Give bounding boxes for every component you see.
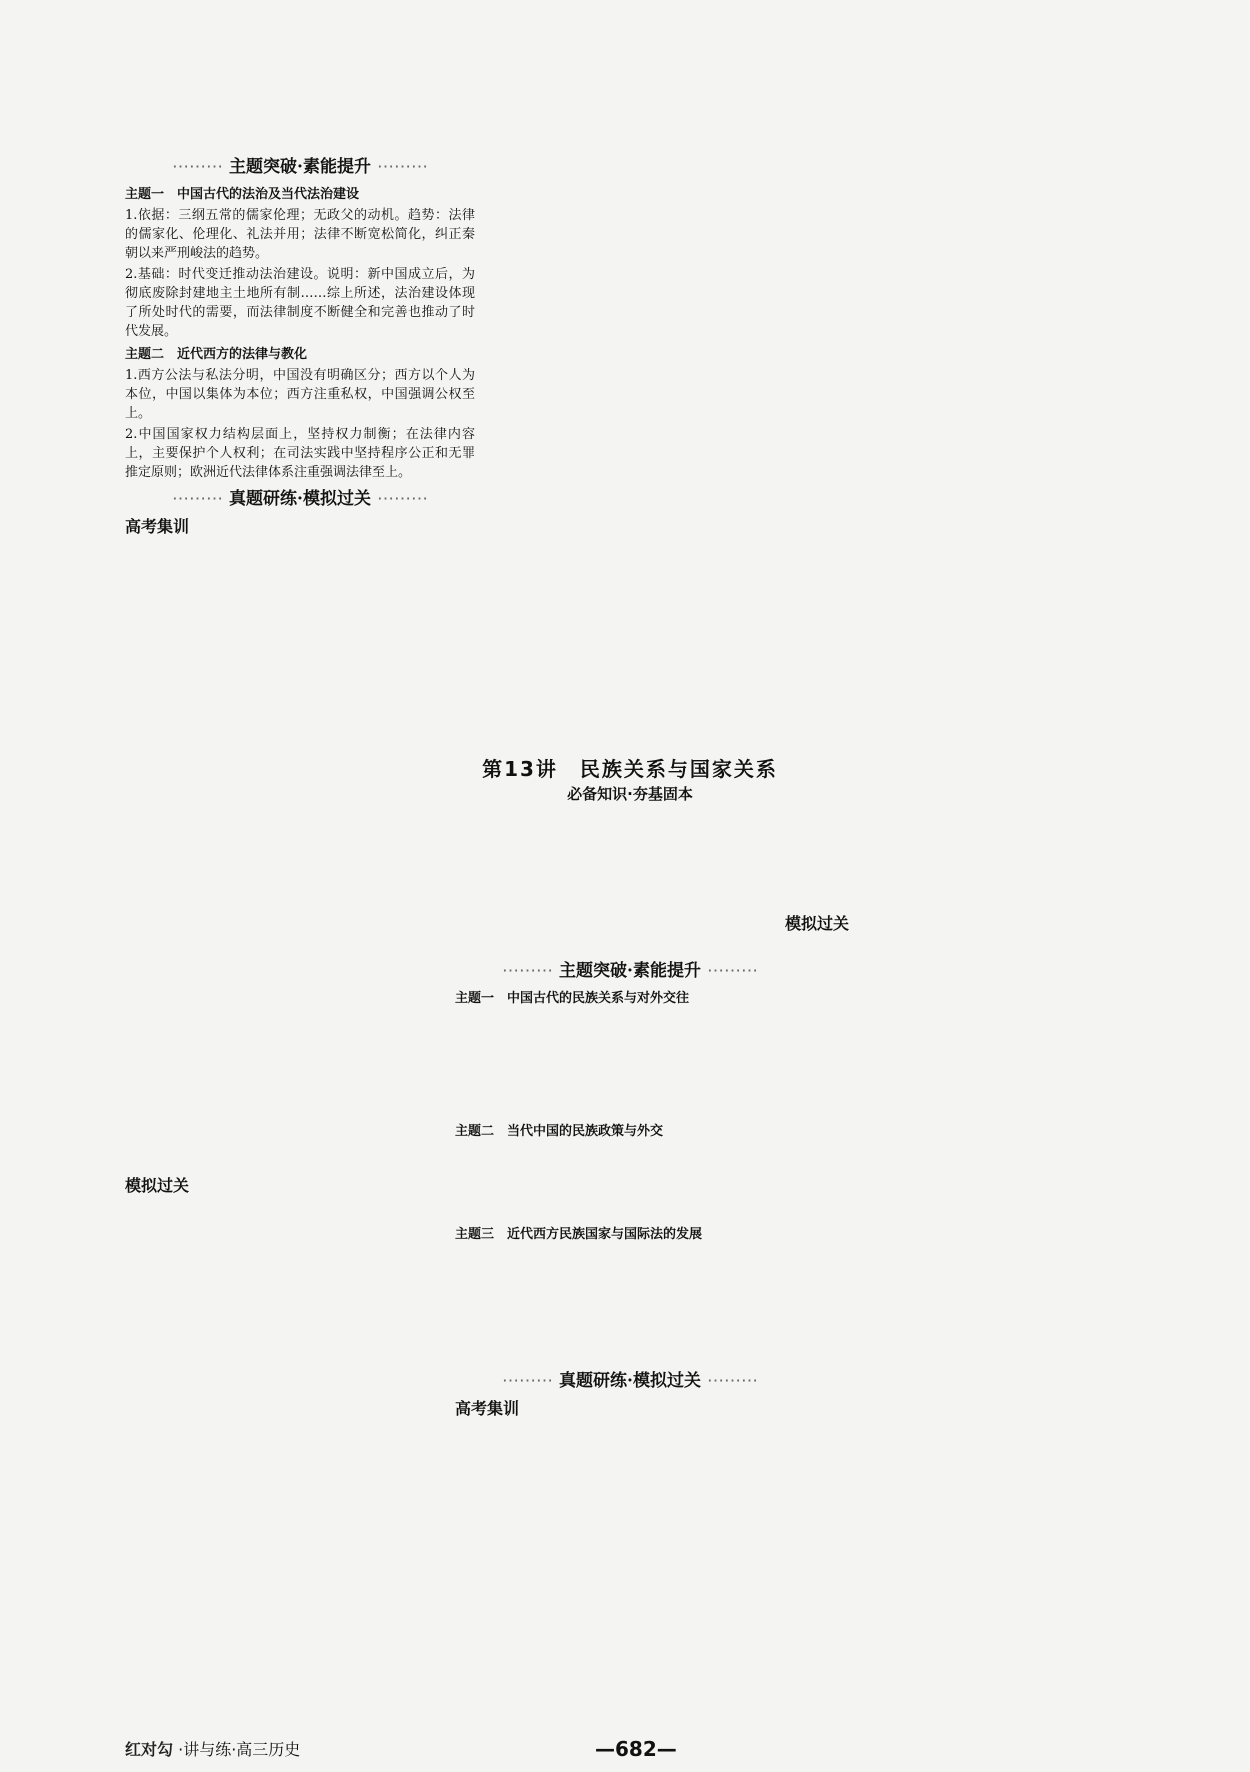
answer-text-block bbox=[455, 150, 805, 750]
section-banner: 必备知识·夯基固本 bbox=[567, 785, 693, 803]
knowledge-grid bbox=[455, 804, 805, 954]
topic-heading: 主题一 中国古代的民族关系与对外交往 bbox=[455, 991, 690, 1006]
subsection-heading: 高考集训 bbox=[125, 517, 190, 536]
section-banner: ⋯⋯⋯ 真题研练·模拟过关 ⋯⋯⋯ bbox=[125, 490, 475, 509]
subsection-heading: 高考集训 bbox=[455, 1399, 520, 1418]
topic-heading: 主题三 近代西方民族国家与国际法的发展 bbox=[455, 1227, 703, 1242]
series-title: ·讲与练·高三历史 bbox=[178, 1740, 301, 1759]
topic-heading: 主题二 近代西方的法律与教化 bbox=[125, 347, 308, 362]
paragraph: 2.中国国家权力结构层面上，坚持权力制衡；在法律内容上，主要保护个人权利；在司法实践中坚持程序公正和无罪推定原则；欧洲近代法律体系注重强调法律至上。 bbox=[125, 427, 475, 480]
section-banner: ⋯⋯⋯ 主题突破·素能提升 ⋯⋯⋯ bbox=[125, 158, 475, 177]
paragraph: 1.依据：三纲五常的儒家伦理；无政父的动机。趋势：法律的儒家化、伦理化、礼法并用；法律不断宽松简化，纠正秦朝以来严刑峻法的趋势。 bbox=[125, 208, 475, 261]
column-left bbox=[125, 150, 475, 1199]
column-middle bbox=[455, 150, 805, 1422]
column-right bbox=[785, 150, 1135, 937]
paragraph: 2.基础：时代变迁推动法治建设。说明：新中国成立后，为彻底废除封建地主土地所有制……综上所述，法治建设体现了所处时代的需要，而法律制度不断健全和完善也推动了时代发展。 bbox=[125, 267, 475, 339]
topic-heading: 主题二 当代中国的民族政策与外交 bbox=[455, 1124, 664, 1139]
subsection-heading: 模拟过关 bbox=[125, 1176, 190, 1195]
topic-heading: 主题一 中国古代的法治及当代法治建设 bbox=[125, 187, 360, 202]
subsection-heading: 模拟过关 bbox=[785, 914, 850, 933]
paragraph: 1.西方公法与私法分明，中国没有明确区分；西方以个人为本位，中国以集体为本位；西方注重私权，中国强调公权至上。 bbox=[125, 368, 475, 421]
section-banner: ⋯⋯⋯ 主题突破·素能提升 ⋯⋯⋯ bbox=[455, 962, 805, 981]
section-banner: ⋯⋯⋯ 真题研练·模拟过关 ⋯⋯⋯ bbox=[455, 1372, 805, 1391]
brand-logo: 红对勾 bbox=[125, 1740, 174, 1759]
footer bbox=[125, 1737, 1125, 1760]
lecture-title: 第13讲 民族关系与国家关系 bbox=[482, 757, 778, 781]
page-number: —682— bbox=[595, 1737, 677, 1761]
